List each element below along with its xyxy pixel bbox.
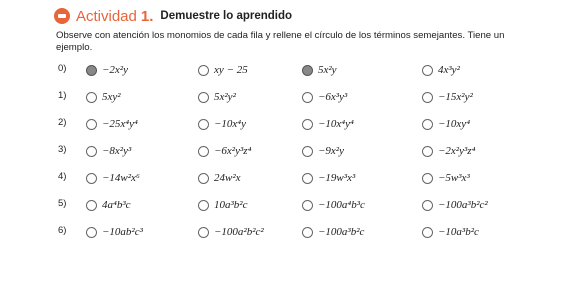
empty-circle-radio[interactable]: [302, 173, 313, 184]
monomial-term: 24w²x: [214, 172, 241, 184]
empty-circle-radio[interactable]: [198, 119, 209, 130]
exercise-row: [58, 197, 538, 213]
term-option[interactable]: [302, 170, 355, 186]
empty-circle-radio[interactable]: [86, 227, 97, 238]
term-option[interactable]: [86, 143, 131, 159]
term-option[interactable]: [302, 89, 347, 105]
empty-circle-radio[interactable]: [198, 65, 209, 76]
empty-circle-radio[interactable]: [302, 227, 313, 238]
instructions-text: Observe con atención los monomios de cada fila y rellene el círculo de los términos semejantes. Tiene un ejemplo.: [56, 30, 505, 53]
row-index-label: 5): [58, 198, 67, 209]
monomial-term: −10xy⁴: [438, 118, 471, 130]
term-option[interactable]: [86, 89, 121, 105]
monomial-term: 4a⁴b³c: [102, 199, 131, 211]
empty-circle-radio[interactable]: [86, 200, 97, 211]
empty-circle-radio[interactable]: [198, 200, 209, 211]
row-index-label: 1): [58, 90, 67, 101]
empty-circle-radio[interactable]: [422, 119, 433, 130]
term-option[interactable]: [422, 143, 475, 159]
empty-circle-radio[interactable]: [86, 119, 97, 130]
monomial-term: −10a³b²c: [438, 226, 479, 238]
row-index-label: 6): [58, 225, 67, 236]
monomial-term: −2x²y³z⁴: [438, 145, 476, 157]
exercise-row: [58, 170, 538, 186]
term-option[interactable]: [86, 224, 143, 240]
activity-title: Actividad: [76, 7, 137, 25]
exercise-row: [58, 89, 538, 105]
empty-circle-radio[interactable]: [302, 200, 313, 211]
term-option[interactable]: [198, 116, 246, 132]
monomial-term: −100a³b²c: [318, 226, 365, 238]
term-option[interactable]: [302, 224, 364, 240]
row-index-label: 0): [58, 63, 67, 74]
monomial-term: −10x⁴y: [214, 118, 247, 130]
filled-circle-radio[interactable]: [302, 65, 313, 76]
empty-circle-radio[interactable]: [198, 146, 209, 157]
term-option[interactable]: [86, 197, 131, 213]
empty-circle-radio[interactable]: [422, 65, 433, 76]
monomial-term: 5x²y: [318, 64, 337, 76]
monomial-term: −100a²b²c²: [214, 226, 264, 238]
term-option[interactable]: [302, 143, 344, 159]
monomial-term: 4x³y²: [438, 64, 460, 76]
term-option[interactable]: [422, 197, 488, 213]
empty-circle-radio[interactable]: [302, 92, 313, 103]
monomial-term: −8x²y³: [102, 145, 132, 157]
term-option[interactable]: [198, 224, 264, 240]
exercise-row: [58, 62, 538, 78]
monomial-term: −2x²y: [102, 64, 128, 76]
term-option[interactable]: [422, 170, 470, 186]
term-option[interactable]: [86, 116, 138, 132]
monomial-term: −15x²y²: [438, 91, 473, 103]
exercise-row: [58, 224, 538, 240]
empty-circle-radio[interactable]: [86, 92, 97, 103]
activity-subtitle: Demuestre lo aprendido: [160, 10, 293, 22]
term-option[interactable]: [302, 116, 354, 132]
empty-circle-radio[interactable]: [302, 119, 313, 130]
monomial-term: −19w³x³: [318, 172, 356, 184]
monomial-term: 5x²y²: [214, 91, 236, 103]
empty-circle-radio[interactable]: [86, 146, 97, 157]
empty-circle-radio[interactable]: [198, 227, 209, 238]
monomial-term: −5w³x³: [438, 172, 470, 184]
monomial-term: −100a³b²c²: [438, 199, 488, 211]
term-option[interactable]: [422, 62, 460, 78]
empty-circle-radio[interactable]: [422, 173, 433, 184]
activity-header: [54, 7, 292, 25]
term-option[interactable]: [422, 89, 473, 105]
term-option[interactable]: [302, 62, 337, 78]
term-option[interactable]: [198, 143, 251, 159]
empty-circle-radio[interactable]: [198, 92, 209, 103]
row-index-label: 3): [58, 144, 67, 155]
activity-number: 1.: [140, 7, 154, 25]
exercise-row: [58, 116, 538, 132]
empty-circle-radio[interactable]: [422, 200, 433, 211]
row-index-label: 4): [58, 171, 67, 182]
term-option[interactable]: [198, 89, 236, 105]
term-option[interactable]: [198, 62, 248, 78]
activity-arrow-icon: [54, 8, 70, 24]
empty-circle-radio[interactable]: [422, 227, 433, 238]
monomial-term: −10x⁴y⁴: [318, 118, 354, 130]
monomial-term: −6x³y³: [318, 91, 348, 103]
term-option[interactable]: [86, 62, 128, 78]
monomial-term: 5xy²: [102, 91, 121, 103]
term-option[interactable]: [422, 116, 470, 132]
row-index-label: 2): [58, 117, 67, 128]
empty-circle-radio[interactable]: [422, 146, 433, 157]
term-option[interactable]: [422, 224, 479, 240]
empty-circle-radio[interactable]: [302, 146, 313, 157]
monomial-term: −9x²y: [318, 145, 344, 157]
monomial-term: 10a³b²c: [214, 199, 248, 211]
monomial-term: xy − 25: [214, 64, 248, 76]
monomial-term: −6x²y³z⁴: [214, 145, 252, 157]
term-option[interactable]: [198, 197, 247, 213]
empty-circle-radio[interactable]: [198, 173, 209, 184]
empty-circle-radio[interactable]: [86, 173, 97, 184]
monomial-term: −100a⁴b³c: [318, 199, 365, 211]
term-option[interactable]: [302, 197, 365, 213]
term-option[interactable]: [198, 170, 241, 186]
filled-circle-radio[interactable]: [86, 65, 97, 76]
monomial-term: −14w²x⁶: [102, 172, 140, 184]
monomial-term: −10ab²c³: [102, 226, 143, 238]
monomial-term: −25x⁴y⁴: [102, 118, 138, 130]
exercise-row: [58, 143, 538, 159]
empty-circle-radio[interactable]: [422, 92, 433, 103]
term-option[interactable]: [86, 170, 140, 186]
